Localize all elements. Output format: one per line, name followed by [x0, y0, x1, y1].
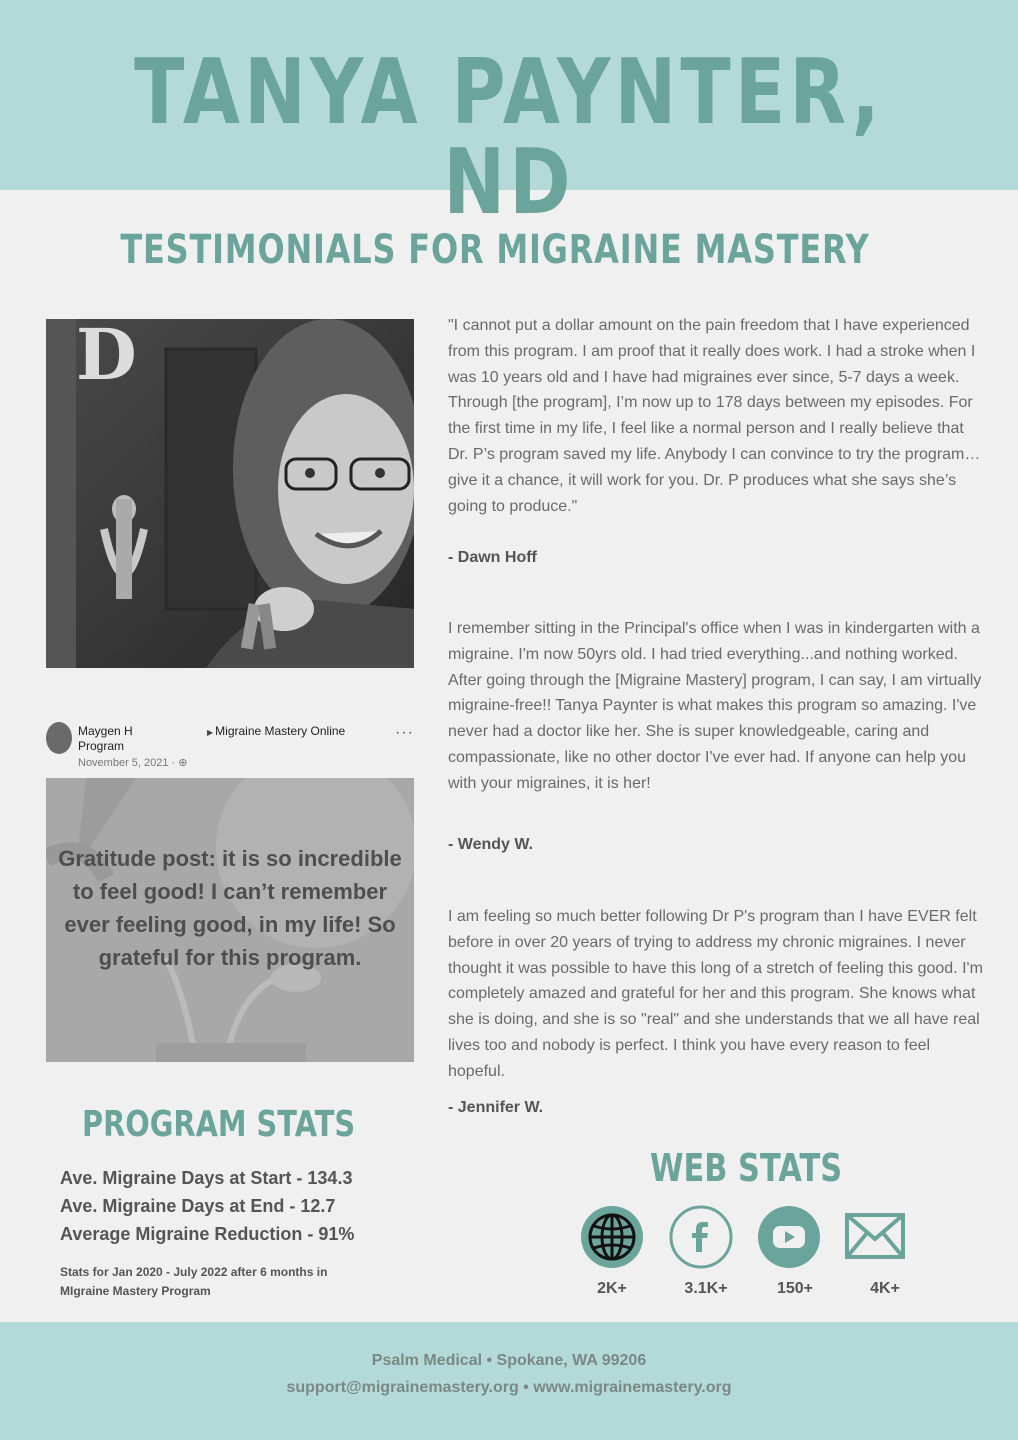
web-count-globe: 2K+ [597, 1280, 627, 1297]
post-header [46, 718, 414, 776]
program-stats-title: PROGRAM STATS [82, 1104, 356, 1145]
testimonial-text-1: "I cannot put a dollar amount on the pain freedom that I have experienced from this program. I am proof that it really does work. I had a stroke when I was 10 years old and I have had migraines ever since, 5-7 days a week. Through [the program], I’m now up to 178 days between my episodes. For the first time in my life, I feel like a normal person and I really believe that Dr. P’s program saved my life. Anybody I can convince to try the program… give it a chance, it will work for you. Dr. P produces what she says she’s going to produce." [448, 317, 981, 515]
page-title: TANYA PAYNTER, ND [134, 40, 884, 235]
web-count-facebook: 3.1K+ [684, 1280, 728, 1297]
stat-reduction: Average Migraine Reduction - 91% [60, 1224, 355, 1244]
youtube-icon[interactable] [757, 1205, 821, 1269]
post-text: Gratitude post: it is so incredible to feel good! I can’t remember ever feeling good, in my life! So grateful for this program. [58, 846, 402, 970]
web-stats-title: WEB STATS [650, 1146, 843, 1190]
web-count-youtube: 150+ [776, 1280, 814, 1297]
testimonial-text-2: I remember sitting in the Principal's office when I was in kindergarten with a migraine. I'm now 50yrs old. I had tried everything...and nothing worked. After going through the [Migraine Mastery] program, I can say, I am virtually migraine-free!! Tanya Paynter is what makes this program so amazing. I've never had a doctor like her. She is super knowledgeable, caring and compassionate, like no other doctor I've ever had. If anyone can help you with your migraines, it is her! [448, 620, 982, 792]
testimonial-author-2: - Wendy W. [448, 836, 534, 853]
post-group[interactable]: Migraine Mastery Online [215, 724, 346, 738]
footer-contact[interactable]: support@migrainemastery.org • www.migrainemastery.org [286, 1379, 732, 1396]
testimonial-text-3: I am feeling so much better following Dr P's program than I have EVER felt before in over 20 years of trying to address my chronic migraines. I never thought it was possible to have this long of a stretch of feeling this good. I'm completely amazed and grateful for her and this program. She knows what she is doing, and she is so "real" and she understands that we all have real lives too and nobody is perfect. I think you have every reason to feel hopeful. [448, 908, 983, 1080]
stats-note: Stats for Jan 2020 - July 2022 after 6 months in MIgraine Mastery Program [60, 1265, 328, 1298]
facebook-post [46, 718, 414, 1062]
triangle-right-icon: ▶ [207, 728, 214, 737]
avatar[interactable] [46, 722, 72, 754]
facebook-icon[interactable] [669, 1205, 733, 1269]
web-count-mail: 4K+ [870, 1280, 900, 1297]
section-title: TESTIMONIALS FOR MIGRAINE MASTERY [120, 227, 870, 273]
globe-icon[interactable] [580, 1205, 644, 1269]
testimonial-photo [46, 319, 414, 668]
testimonial-author-3: - Jennifer W. [448, 1099, 544, 1116]
post-image [46, 778, 414, 1062]
footer-band [0, 1322, 1018, 1440]
more-options-icon[interactable]: ··· [395, 724, 414, 741]
svg-text:D: D [76, 319, 137, 396]
mail-icon[interactable] [843, 1205, 907, 1269]
testimonial-author-1: - Dawn Hoff [448, 549, 537, 566]
header-band [0, 0, 1018, 235]
globe-small-icon: ⊕ [178, 757, 188, 769]
post-author-suffix: Program [78, 739, 125, 753]
post-author[interactable]: Maygen H [78, 724, 133, 738]
post-date[interactable]: November 5, 2021 · [78, 757, 179, 769]
portrait-image [46, 319, 414, 668]
stat-start-days: Ave. Migraine Days at Start - 134.3 [60, 1168, 353, 1188]
stat-end-days: Ave. Migraine Days at End - 12.7 [60, 1196, 336, 1216]
footer-address: Psalm Medical • Spokane, WA 99206 [371, 1352, 647, 1369]
